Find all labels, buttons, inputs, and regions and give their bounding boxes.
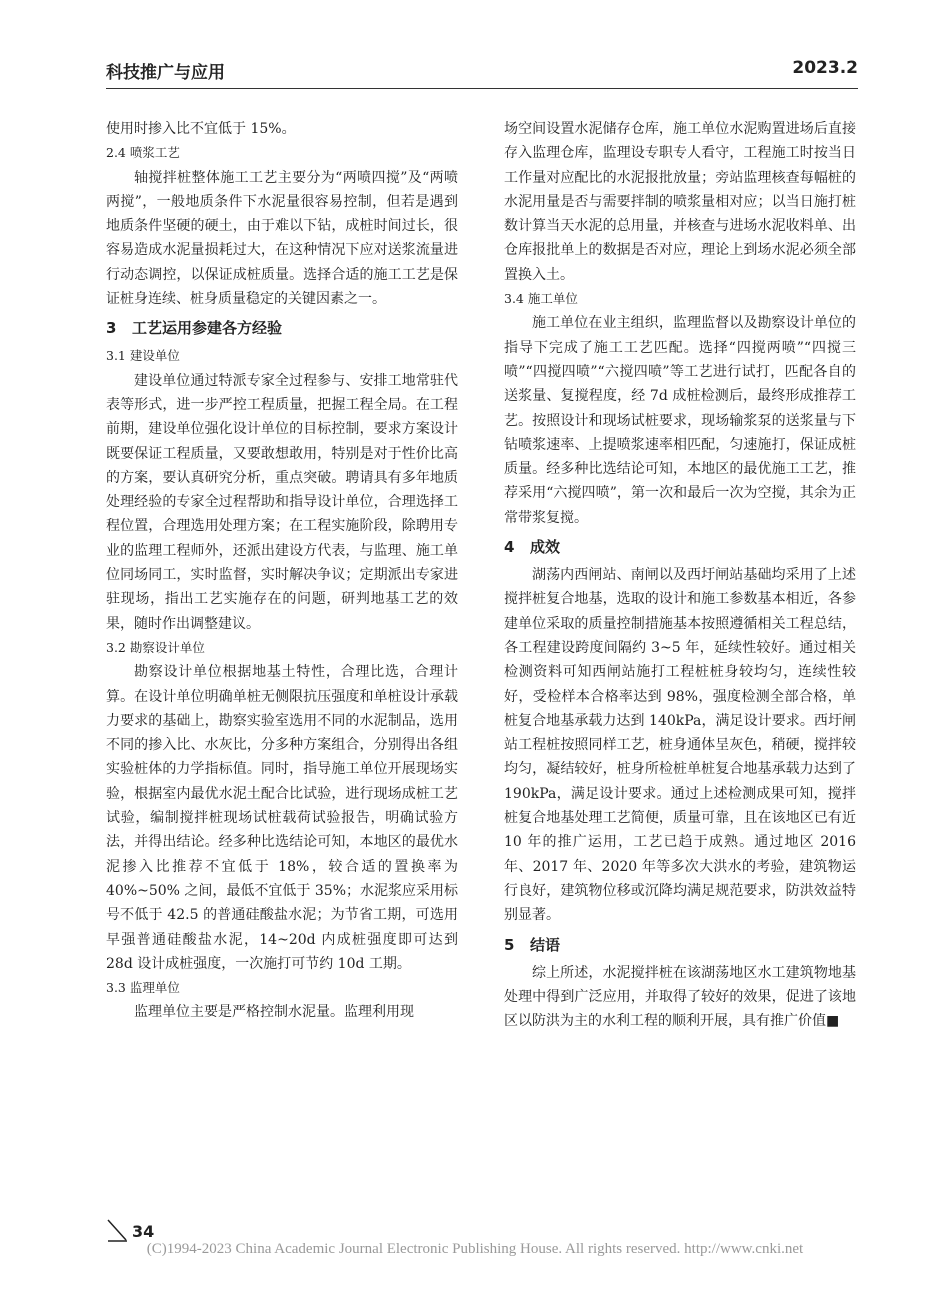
section-heading — [504, 930, 856, 960]
copyright-notice: (C)1994-2023 China Academic Journal Electronic Publishing House. All rights reserved. http://www.cnki.net — [146, 1241, 804, 1257]
subsection-heading: 3.3 监理单位 — [106, 980, 180, 996]
issue-number: 2023.2 — [792, 58, 858, 78]
right-column — [504, 117, 856, 1033]
left-column — [106, 117, 458, 1025]
section-title: 成效 — [530, 538, 561, 557]
header-rule — [106, 88, 858, 89]
page-number: 34 — [132, 1222, 155, 1241]
section-number: 5 — [504, 935, 515, 954]
paragraph: 湖荡内西闸站、南闸以及西圩闸站基础均采用了上述搅拌桩复合地基，选取的设计和施工参数基本相近，各参建单位采取的质量控制措施基本按照遵循相关工程总结，各工程建设跨度间隔约 3~5 年，延续性较好。通过相关检测资料可知西闸站施打工程桩桩身较均匀，连续性较好，受检样本合格率达到 98%，强度检测全部合格，单桩复合地基承载力达到 140kPa，满足设计要求。西圩闸站工程桩按照同样工艺，桩身通体呈灰色，稍硬，搅拌较均匀，凝结较好，桩身所检桩单桩复合地基承载力达到了 190kPa，满足设计要求。通过上述检测成果可知，搅拌桩复合地基处理工艺简便，质量可靠，且在该地区已有近 10 年的推广运用，工艺已趋于成熟。通过地区 2016 年、2017 年、2020 年等多次大洪水的考验，建筑物运行良好，建筑物位移或沉降均满足规范要求，防洪效益特别显著。 — [504, 567, 856, 924]
section-number: 3 — [106, 319, 117, 338]
subsection-heading: 3.2 勘察设计单位 — [106, 639, 205, 655]
paragraph: 轴搅拌桩整体施工工艺主要分为“两喷四搅”及“两喷两搅”，一般地质条件下水泥量很容易控制，但若是遇到地质条件坚硬的硬土，由于难以下钻，成桩时间过长，很容易造成水泥量损耗过大，在这种情况下应对送浆流量进行动态调控，以保证成桩质量。选择合适的施工工艺是保证桩身连续、桩身质量稳定的关键因素之一。 — [106, 169, 458, 308]
paragraph: 综上所述，水泥搅拌桩在该湖荡地区水工建筑物地基处理中得到广泛应用，并取得了较好的效果，促进了该地区以防洪为主的水利工程的顺利开展，具有推广价值■ — [504, 964, 856, 1030]
paragraph: 建设单位通过特派专家全过程参与、安排工地常驻代表等形式，进一步严控工程质量，把握工程全局。在工程前期，建设单位强化设计单位的目标控制，要求方案设计既要保证工程质量，又要敢想敢用，特别是对于性价比高的方案，要认真研究分析，重点突破。聘请具有多年地质处理经验的专家全过程帮助和指导设计单位，合理选择工程位置，合理选用处理方案；在工程实施阶段，除聘用专业的监理工程师外，还派出建设方代表，与监理、施工单位同场同工，实时监督，实时解决争议；定期派出专家进驻现场，指出工艺实施存在的问题，研判地基工艺的效果，随时作出调整建议。 — [106, 372, 458, 632]
section-heading — [106, 313, 458, 343]
subsection-heading: 2.4 喷浆工艺 — [106, 145, 180, 161]
section-number: 4 — [504, 538, 515, 557]
paragraph: 场空间设置水泥储存仓库，施工单位水泥购置进场后直接存入监理仓库，监理设专职专人看守，工程施工时按当日工作量对应配比的水泥报批放量；旁站监理核查每幅桩的水泥用量是否与需要拌制的喷浆量相对应；以当日施打桩数计算当天水泥的总用量，并核查与进场水泥收料单、出仓库报批单上的数据是否对应，理论上到场水泥必须全部置换入土。 — [504, 121, 856, 283]
subsection-heading: 3.1 建设单位 — [106, 348, 180, 364]
page-header — [106, 58, 858, 88]
section-title: 工艺运用参建各方经验 — [132, 319, 283, 338]
paragraph: 监理单位主要是严格控制水泥量。监理利用现 — [134, 1004, 414, 1021]
paragraph: 使用时掺入比不宜低于 15%。 — [106, 121, 296, 137]
paragraph: 施工单位在业主组织，监理监督以及勘察设计单位的指导下完成了施工工艺匹配。选择“四搅两喷”“四搅三喷”“四搅四喷”“六搅四喷”等工艺进行试打，匹配各自的送浆量、复搅程度，经 7d 成桩检测后，最终形成推荐工艺。按照设计和现场试桩要求，现场输浆泵的送浆量与下钻喷浆速率、上提喷浆速率相匹配，匀速施打，保证成桩质量。经多种比选结论可知，本地区的最优施工工艺，推荐采用“六搅四喷”，第一次和最后一次为空搅，其余为正常带浆复搅。 — [504, 315, 856, 526]
paragraph: 勘察设计单位根据地基土特性，合理比选，合理计算。在设计单位明确单桩无侧限抗压强度和单桩设计承载力要求的基础上，勘察实验室选用不同的水泥制品，选用不同的掺入比、水灰比，分多种方案组合，分别得出各组实验桩体的力学指标值。同时，指导施工单位开展现场实验，根据室内最优水泥土配合比试验，进行现场成桩工艺试验，编制搅拌桩现场试桩载荷试验报告，明确试验方法，并得出结论。经多种比选结论可知，本地区的最优水泥掺入比推荐不宜低于 18%，较合适的置换率为 40%~50% 之间，最低不宜低于 35%；水泥浆应采用标号不低于 42.5 的普通硅酸盐水泥；为节省工期，可选用早强普通硅酸盐水泥，14~20d 内成桩强度即可达到 28d 设计成桩强度，一次施打可节约 10d 工期。 — [106, 664, 458, 972]
subsection-heading: 3.4 施工单位 — [504, 291, 578, 307]
section-heading — [504, 532, 856, 562]
section-title: 结语 — [530, 935, 561, 954]
journal-name: 科技推广与应用 — [106, 63, 225, 83]
